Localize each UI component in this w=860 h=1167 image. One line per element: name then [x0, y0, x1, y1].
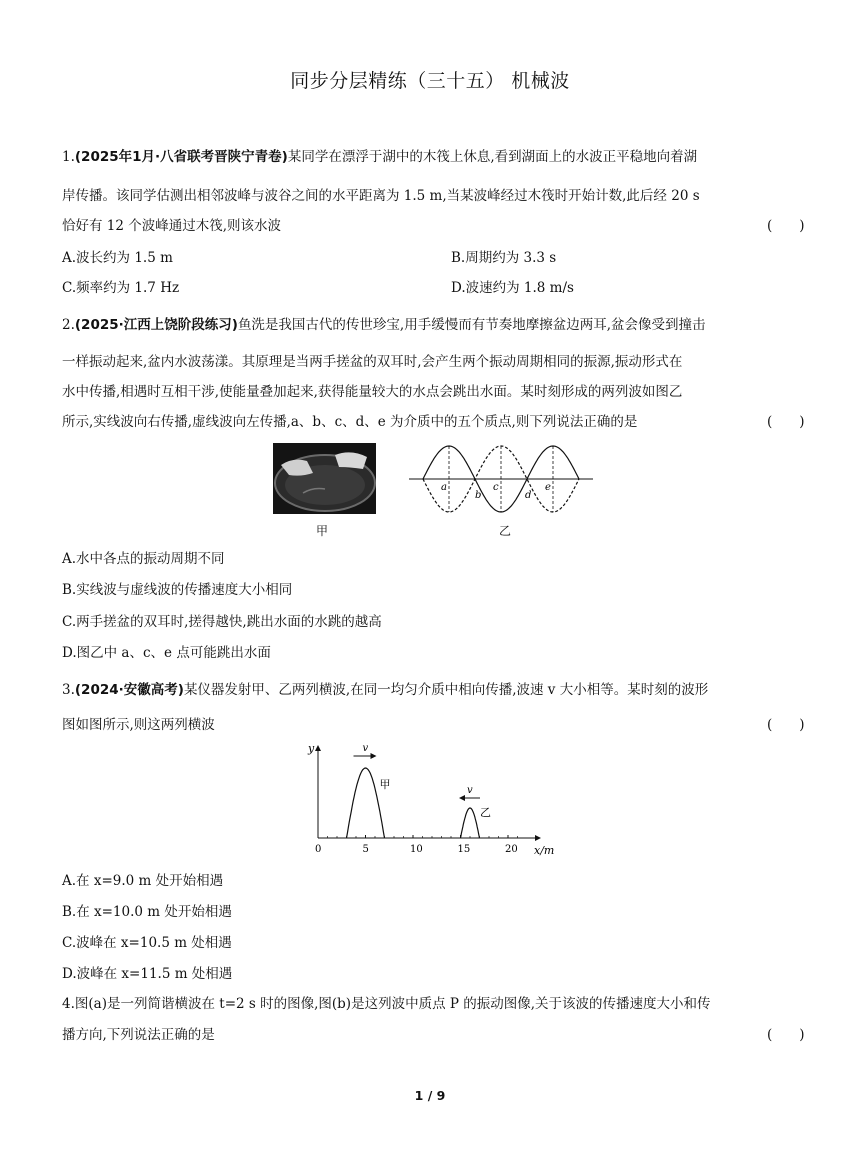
wave-yi-pulse: [461, 808, 480, 838]
figure-yi-caption: 乙: [499, 524, 512, 538]
q2-text-1: 鱼洗是我国古代的传世珍宝,用手缓慢而有节奏地摩擦盆边两耳,盆会像受到撞击: [237, 317, 706, 333]
point-c-label: c: [493, 482, 499, 493]
q1-option-c: C.频率约为 1.7 Hz: [62, 280, 180, 296]
wave-jia-v-label: v: [362, 743, 369, 754]
q2-line4: 所示,实线波向右传播,虚线波向左传播,a、b、c、d、e 为介质中的五个质点,则下列说法正确的是: [62, 414, 638, 430]
tick-label-20: 20: [505, 844, 518, 855]
page-title: 同步分层精练（三十五） 机械波: [290, 70, 570, 92]
q4-answer-blank: ( ): [767, 1027, 805, 1043]
q2-option-c: C.两手搓盆的双耳时,搓得越快,跳出水面的水跳的越高: [62, 614, 382, 630]
q3-option-d: D.波峰在 x=11.5 m 处相遇: [62, 966, 233, 982]
q2-line1: [62, 313, 706, 333]
tick-label-0: 0: [315, 844, 322, 855]
point-e-label: e: [545, 482, 551, 493]
q2-option-a: A.水中各点的振动周期不同: [62, 551, 225, 567]
wave-yi-v-label: v: [467, 785, 473, 796]
point-a-label: a: [441, 482, 447, 493]
q1-option-a: A.波长约为 1.5 m: [62, 250, 173, 266]
q3-number: 3.: [62, 682, 75, 698]
x-axis-ticks: [328, 835, 518, 838]
q1-line1: [62, 145, 697, 165]
q4-line1: [62, 992, 711, 1012]
point-d-label: d: [525, 490, 532, 501]
q2-option-d: D.图乙中 a、c、e 点可能跳出水面: [62, 645, 271, 661]
q2-line2: 一样振动起来,盆内水波荡漾。其原理是当两手搓盆的双耳时,会产生两个振动周期相同的振源,振动形式在: [62, 354, 683, 370]
q4-text-1: 图(a)是一列简谐横波在 t=2 s 时的图像,图(b)是这列波中质点 P 的振动图像,关于该波的传播速度大小和传: [74, 996, 711, 1012]
page-number: 1 / 9: [414, 1088, 446, 1103]
q2-option-b: B.实线波与虚线波的传播速度大小相同: [62, 582, 293, 598]
two-wave-graph: [300, 740, 560, 860]
q1-option-b: B.周期约为 3.3 s: [451, 250, 557, 266]
q3-line1: [62, 678, 708, 698]
q1-option-d: D.波速约为 1.8 m/s: [451, 280, 574, 296]
q2-source: (2025·江西上饶阶段练习): [74, 317, 238, 333]
q2-number: 2.: [62, 317, 75, 333]
tick-label-15: 15: [457, 844, 471, 855]
q3-option-b: B.在 x=10.0 m 处开始相遇: [62, 904, 232, 920]
figure-jia-caption: 甲: [316, 524, 329, 538]
x-axis-label: x/m: [534, 844, 555, 857]
q1-text-1: 某同学在漂浮于湖中的木筏上休息,看到湖面上的水波正平稳地向着湖: [287, 149, 698, 165]
wave-yi-label: 乙: [480, 806, 491, 819]
fish-basin-photo: [273, 443, 376, 514]
q3-text-1: 某仪器发射甲、乙两列横波,在同一均匀介质中相向传播,波速 v 大小相等。某时刻的波形: [183, 682, 709, 698]
q1-number: 1.: [62, 149, 75, 165]
q3-option-c: C.波峰在 x=10.5 m 处相遇: [62, 935, 232, 951]
wave-jia-label: 甲: [379, 778, 391, 791]
tick-label-10: 10: [410, 844, 423, 855]
q3-option-a: A.在 x=9.0 m 处开始相遇: [62, 873, 224, 889]
q1-answer-blank: ( ): [767, 218, 805, 234]
q1-source: (2025年1月·八省联考晋陕宁青卷): [74, 149, 288, 165]
interference-wave-figure: [405, 438, 597, 520]
y-axis-label: y: [308, 742, 315, 755]
point-b-label: b: [475, 490, 482, 501]
q4-line2: 播方向,下列说法正确的是: [62, 1027, 215, 1043]
q4-number: 4.: [62, 996, 75, 1012]
q1-line3: 恰好有 12 个波峰通过木筏,则该水波: [62, 218, 282, 234]
tick-label-5: 5: [362, 844, 369, 855]
q3-answer-blank: ( ): [767, 717, 805, 733]
q2-answer-blank: ( ): [767, 414, 805, 430]
q1-line2: 岸传播。该同学估测出相邻波峰与波谷之间的水平距离为 1.5 m,当某波峰经过木筏时开始计数,此后经 20 s: [62, 188, 700, 204]
q2-line3: 水中传播,相遇时互相干涉,使能量叠加起来,获得能量较大的水点会跳出水面。某时刻形成的两列波如图乙: [62, 384, 683, 400]
q3-line2: 图如图所示,则这两列横波: [62, 717, 215, 733]
q3-source: (2024·安徽高考): [74, 682, 184, 698]
